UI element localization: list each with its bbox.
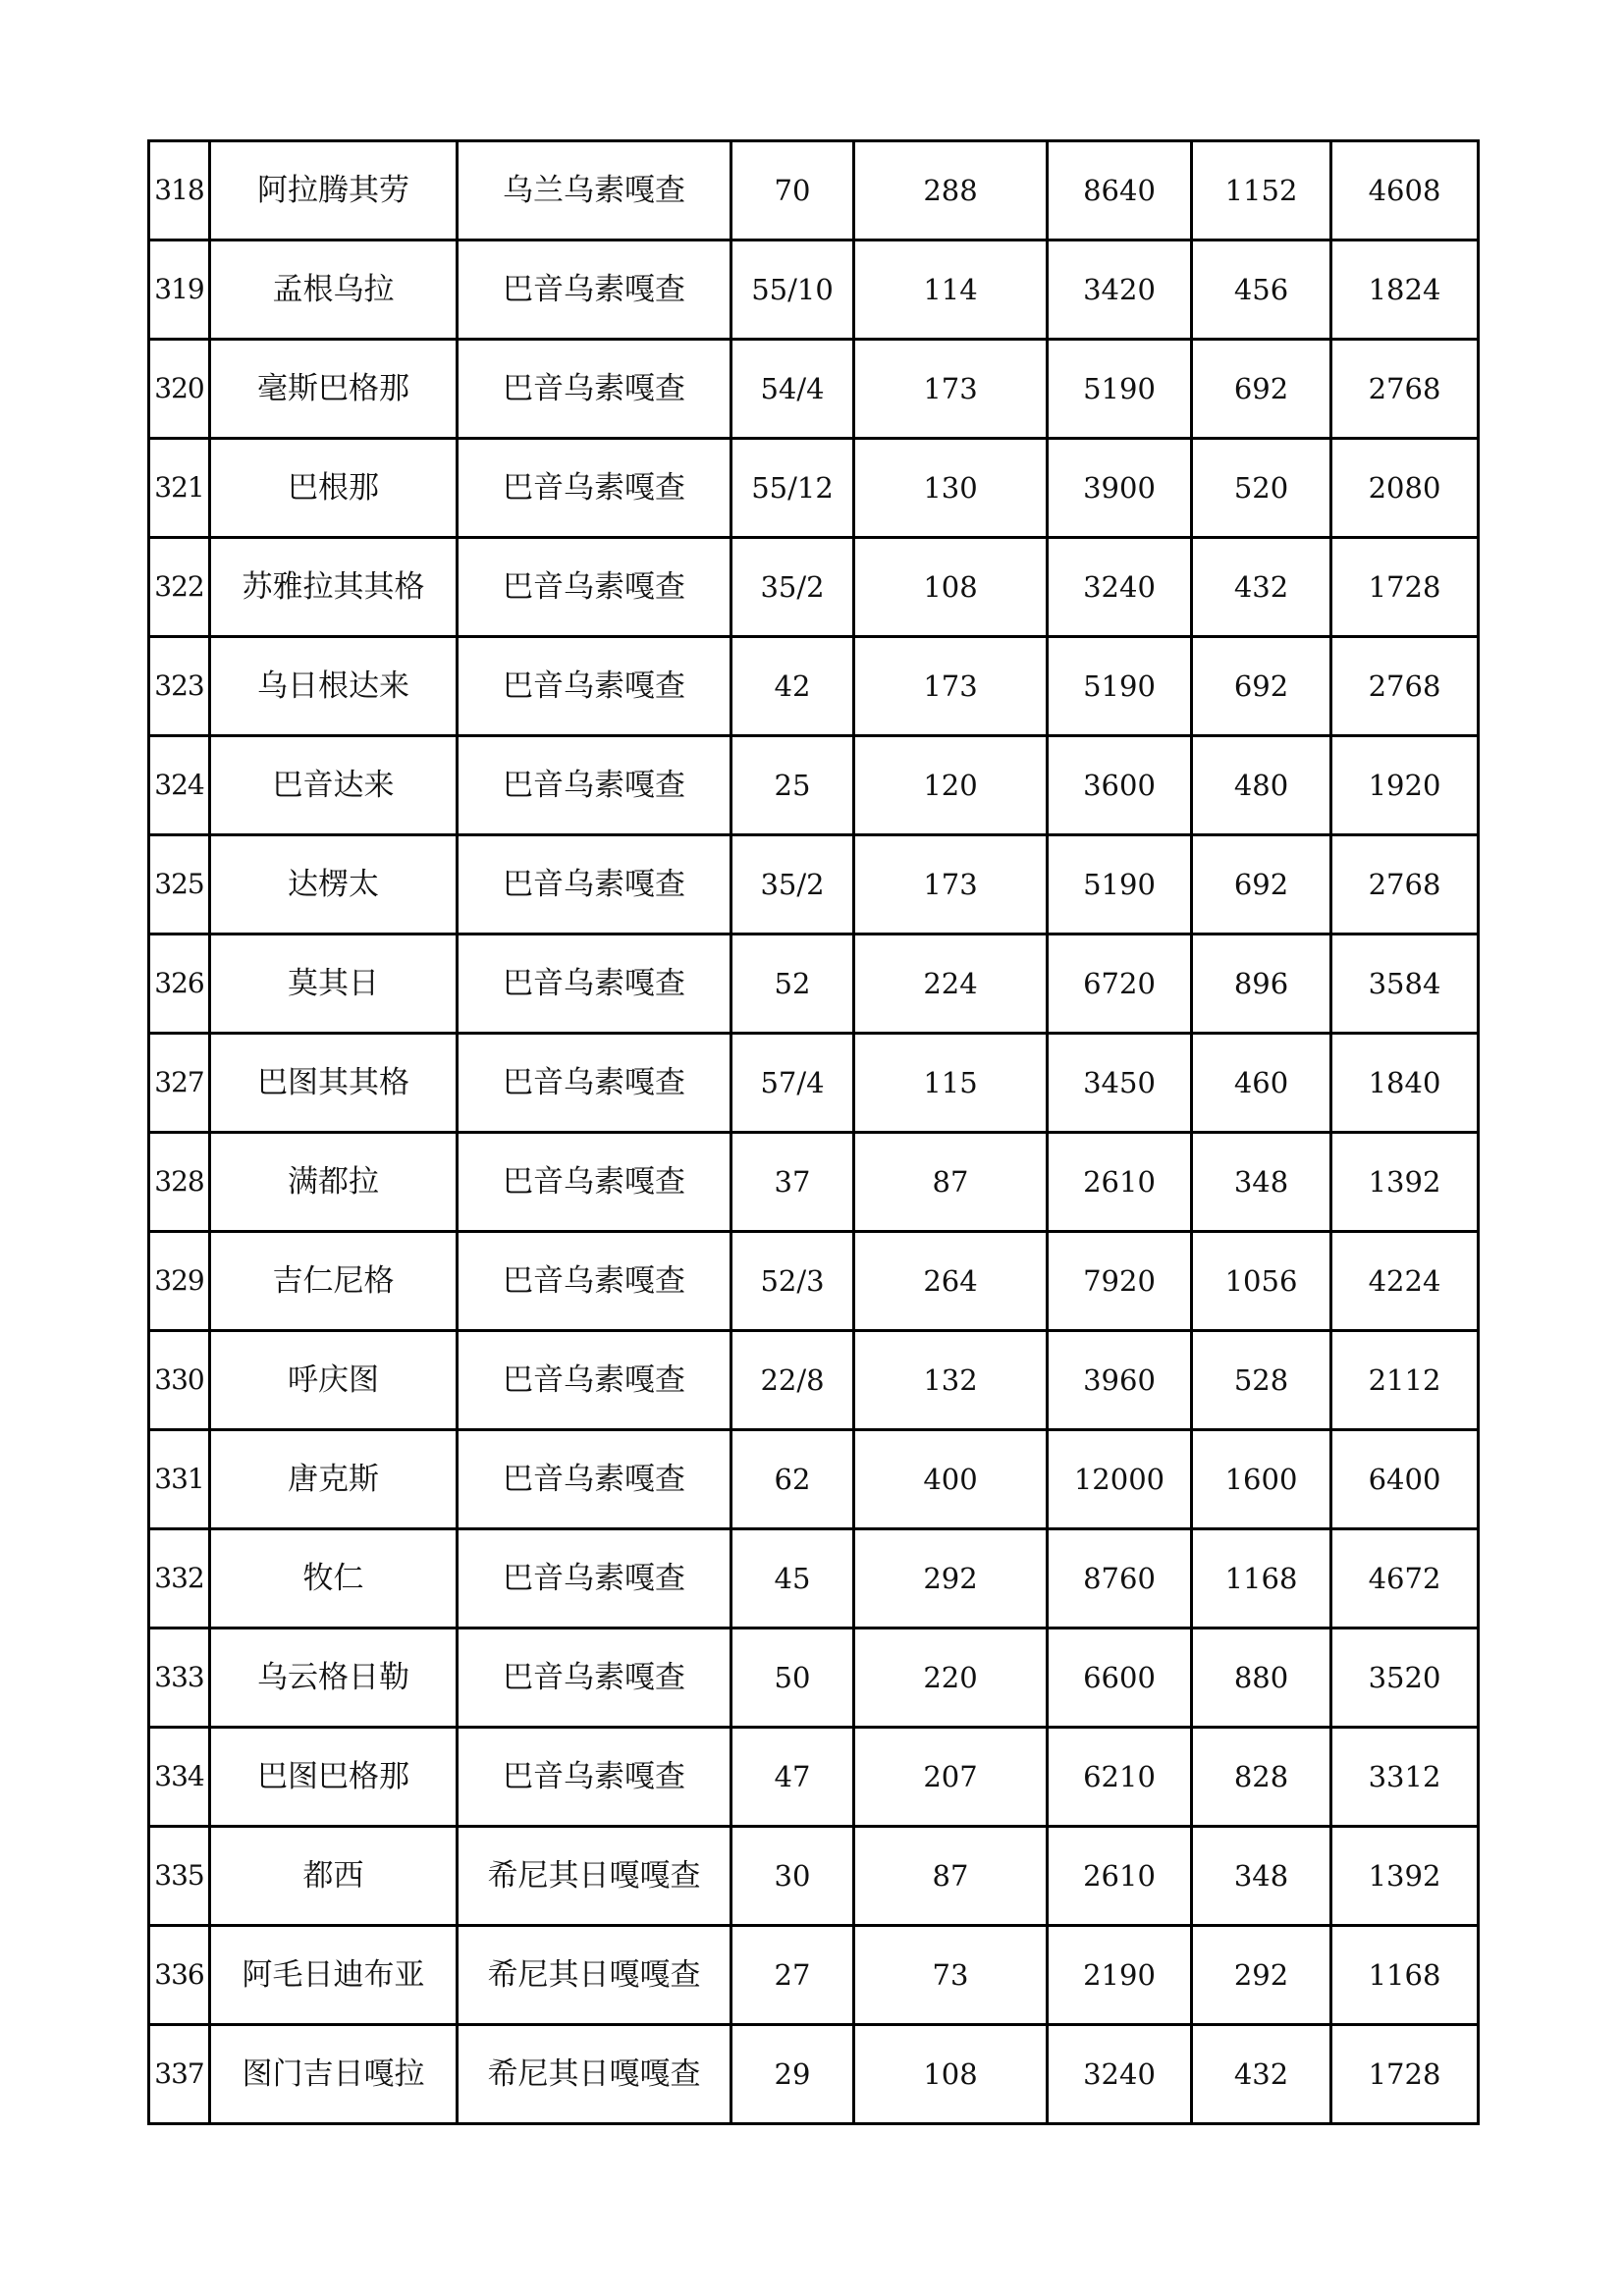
value-cell-5: 3584 — [1331, 934, 1479, 1034]
value-cell-2: 173 — [854, 340, 1048, 439]
value-cell-1: 37 — [731, 1133, 854, 1232]
value-cell-1: 22/8 — [731, 1331, 854, 1430]
row-number-cell: 323 — [149, 637, 210, 736]
value-cell-5: 1728 — [1331, 538, 1479, 637]
person-name-cell: 达楞太 — [210, 835, 458, 934]
value-cell-3: 5190 — [1048, 340, 1192, 439]
value-cell-4: 456 — [1192, 240, 1331, 340]
table-row — [149, 934, 1479, 1034]
village-cell: 巴音乌素嘎查 — [458, 1629, 731, 1728]
person-name-cell: 巴音达来 — [210, 736, 458, 835]
row-number-cell: 337 — [149, 2025, 210, 2124]
value-cell-3: 5190 — [1048, 637, 1192, 736]
value-cell-4: 480 — [1192, 736, 1331, 835]
value-cell-2: 132 — [854, 1331, 1048, 1430]
village-cell: 乌兰乌素嘎查 — [458, 141, 731, 240]
value-cell-1: 70 — [731, 141, 854, 240]
row-number-cell: 320 — [149, 340, 210, 439]
table-row — [149, 1728, 1479, 1827]
table-row — [149, 1629, 1479, 1728]
person-name-cell: 乌日根达来 — [210, 637, 458, 736]
value-cell-2: 173 — [854, 835, 1048, 934]
value-cell-3: 3240 — [1048, 538, 1192, 637]
row-number-cell: 324 — [149, 736, 210, 835]
row-number-cell: 336 — [149, 1926, 210, 2025]
row-number-cell: 328 — [149, 1133, 210, 1232]
value-cell-2: 173 — [854, 637, 1048, 736]
value-cell-3: 8760 — [1048, 1529, 1192, 1629]
value-cell-1: 52 — [731, 934, 854, 1034]
value-cell-1: 55/10 — [731, 240, 854, 340]
value-cell-2: 120 — [854, 736, 1048, 835]
value-cell-5: 1824 — [1331, 240, 1479, 340]
value-cell-4: 692 — [1192, 637, 1331, 736]
person-name-cell: 阿拉腾其劳 — [210, 141, 458, 240]
person-name-cell: 唐克斯 — [210, 1430, 458, 1529]
value-cell-5: 2768 — [1331, 340, 1479, 439]
village-cell: 巴音乌素嘎查 — [458, 1331, 731, 1430]
person-name-cell: 巴图巴格那 — [210, 1728, 458, 1827]
value-cell-4: 896 — [1192, 934, 1331, 1034]
row-number-cell: 332 — [149, 1529, 210, 1629]
value-cell-2: 220 — [854, 1629, 1048, 1728]
person-name-cell: 图门吉日嘎拉 — [210, 2025, 458, 2124]
value-cell-1: 45 — [731, 1529, 854, 1629]
value-cell-4: 348 — [1192, 1133, 1331, 1232]
value-cell-5: 1728 — [1331, 2025, 1479, 2124]
person-name-cell: 满都拉 — [210, 1133, 458, 1232]
row-number-cell: 318 — [149, 141, 210, 240]
person-name-cell: 乌云格日勒 — [210, 1629, 458, 1728]
value-cell-2: 292 — [854, 1529, 1048, 1629]
village-cell: 希尼其日嘎嘎查 — [458, 1926, 731, 2025]
village-cell: 巴音乌素嘎查 — [458, 240, 731, 340]
row-number-cell: 330 — [149, 1331, 210, 1430]
value-cell-4: 880 — [1192, 1629, 1331, 1728]
value-cell-2: 400 — [854, 1430, 1048, 1529]
table-row — [149, 1430, 1479, 1529]
value-cell-3: 3450 — [1048, 1034, 1192, 1133]
value-cell-2: 264 — [854, 1232, 1048, 1331]
value-cell-1: 30 — [731, 1827, 854, 1926]
value-cell-2: 87 — [854, 1133, 1048, 1232]
row-number-cell: 333 — [149, 1629, 210, 1728]
value-cell-1: 52/3 — [731, 1232, 854, 1331]
value-cell-2: 288 — [854, 141, 1048, 240]
value-cell-3: 6600 — [1048, 1629, 1192, 1728]
value-cell-1: 27 — [731, 1926, 854, 2025]
value-cell-1: 55/12 — [731, 439, 854, 538]
value-cell-2: 108 — [854, 2025, 1048, 2124]
data-table — [147, 139, 1480, 2125]
table-row — [149, 1529, 1479, 1629]
value-cell-1: 35/2 — [731, 835, 854, 934]
value-cell-5: 3312 — [1331, 1728, 1479, 1827]
person-name-cell: 孟根乌拉 — [210, 240, 458, 340]
value-cell-2: 130 — [854, 439, 1048, 538]
value-cell-3: 5190 — [1048, 835, 1192, 934]
value-cell-1: 54/4 — [731, 340, 854, 439]
village-cell: 巴音乌素嘎查 — [458, 1430, 731, 1529]
value-cell-3: 2610 — [1048, 1827, 1192, 1926]
value-cell-3: 3240 — [1048, 2025, 1192, 2124]
table-row — [149, 1034, 1479, 1133]
table-row — [149, 2025, 1479, 2124]
value-cell-4: 348 — [1192, 1827, 1331, 1926]
row-number-cell: 322 — [149, 538, 210, 637]
table-body — [149, 141, 1479, 2124]
village-cell: 巴音乌素嘎查 — [458, 1133, 731, 1232]
value-cell-3: 3960 — [1048, 1331, 1192, 1430]
table-row — [149, 538, 1479, 637]
row-number-cell: 334 — [149, 1728, 210, 1827]
value-cell-5: 1168 — [1331, 1926, 1479, 2025]
person-name-cell: 吉仁尼格 — [210, 1232, 458, 1331]
value-cell-5: 1920 — [1331, 736, 1479, 835]
table-row — [149, 637, 1479, 736]
row-number-cell: 331 — [149, 1430, 210, 1529]
village-cell: 巴音乌素嘎查 — [458, 1232, 731, 1331]
value-cell-5: 3520 — [1331, 1629, 1479, 1728]
person-name-cell: 牧仁 — [210, 1529, 458, 1629]
value-cell-1: 47 — [731, 1728, 854, 1827]
value-cell-2: 207 — [854, 1728, 1048, 1827]
row-number-cell: 319 — [149, 240, 210, 340]
row-number-cell: 326 — [149, 934, 210, 1034]
person-name-cell: 莫其日 — [210, 934, 458, 1034]
row-number-cell: 327 — [149, 1034, 210, 1133]
table-row — [149, 141, 1479, 240]
village-cell: 巴音乌素嘎查 — [458, 439, 731, 538]
table-row — [149, 1827, 1479, 1926]
village-cell: 希尼其日嘎嘎查 — [458, 2025, 731, 2124]
table-row — [149, 1926, 1479, 2025]
value-cell-2: 115 — [854, 1034, 1048, 1133]
value-cell-4: 432 — [1192, 538, 1331, 637]
value-cell-1: 25 — [731, 736, 854, 835]
table-row — [149, 1331, 1479, 1430]
person-name-cell: 呼庆图 — [210, 1331, 458, 1430]
value-cell-2: 224 — [854, 934, 1048, 1034]
value-cell-2: 114 — [854, 240, 1048, 340]
village-cell: 巴音乌素嘎查 — [458, 736, 731, 835]
table-row — [149, 835, 1479, 934]
row-number-cell: 325 — [149, 835, 210, 934]
person-name-cell: 都西 — [210, 1827, 458, 1926]
value-cell-3: 2190 — [1048, 1926, 1192, 2025]
value-cell-4: 292 — [1192, 1926, 1331, 2025]
village-cell: 巴音乌素嘎查 — [458, 637, 731, 736]
value-cell-2: 73 — [854, 1926, 1048, 2025]
person-name-cell: 毫斯巴格那 — [210, 340, 458, 439]
value-cell-5: 1392 — [1331, 1133, 1479, 1232]
value-cell-1: 35/2 — [731, 538, 854, 637]
value-cell-4: 432 — [1192, 2025, 1331, 2124]
value-cell-1: 42 — [731, 637, 854, 736]
value-cell-1: 62 — [731, 1430, 854, 1529]
value-cell-3: 6720 — [1048, 934, 1192, 1034]
value-cell-5: 2112 — [1331, 1331, 1479, 1430]
row-number-cell: 321 — [149, 439, 210, 538]
table-row — [149, 240, 1479, 340]
value-cell-5: 6400 — [1331, 1430, 1479, 1529]
village-cell: 巴音乌素嘎查 — [458, 934, 731, 1034]
value-cell-4: 828 — [1192, 1728, 1331, 1827]
person-name-cell: 阿毛日迪布亚 — [210, 1926, 458, 2025]
value-cell-3: 3900 — [1048, 439, 1192, 538]
value-cell-1: 29 — [731, 2025, 854, 2124]
value-cell-4: 528 — [1192, 1331, 1331, 1430]
value-cell-3: 8640 — [1048, 141, 1192, 240]
value-cell-4: 692 — [1192, 835, 1331, 934]
value-cell-3: 7920 — [1048, 1232, 1192, 1331]
value-cell-5: 4224 — [1331, 1232, 1479, 1331]
value-cell-4: 1056 — [1192, 1232, 1331, 1331]
village-cell: 巴音乌素嘎查 — [458, 835, 731, 934]
value-cell-5: 1392 — [1331, 1827, 1479, 1926]
village-cell: 巴音乌素嘎查 — [458, 1034, 731, 1133]
value-cell-4: 692 — [1192, 340, 1331, 439]
value-cell-5: 4608 — [1331, 141, 1479, 240]
village-cell: 巴音乌素嘎查 — [458, 1728, 731, 1827]
row-number-cell: 329 — [149, 1232, 210, 1331]
value-cell-1: 57/4 — [731, 1034, 854, 1133]
value-cell-4: 460 — [1192, 1034, 1331, 1133]
value-cell-5: 4672 — [1331, 1529, 1479, 1629]
village-cell: 希尼其日嘎嘎查 — [458, 1827, 731, 1926]
table-row — [149, 1232, 1479, 1331]
value-cell-3: 3420 — [1048, 240, 1192, 340]
value-cell-2: 108 — [854, 538, 1048, 637]
value-cell-4: 1600 — [1192, 1430, 1331, 1529]
value-cell-4: 1152 — [1192, 141, 1331, 240]
value-cell-3: 3600 — [1048, 736, 1192, 835]
row-number-cell: 335 — [149, 1827, 210, 1926]
person-name-cell: 巴图其其格 — [210, 1034, 458, 1133]
value-cell-3: 12000 — [1048, 1430, 1192, 1529]
table-row — [149, 439, 1479, 538]
value-cell-5: 2768 — [1331, 637, 1479, 736]
value-cell-2: 87 — [854, 1827, 1048, 1926]
value-cell-3: 2610 — [1048, 1133, 1192, 1232]
value-cell-5: 2080 — [1331, 439, 1479, 538]
person-name-cell: 苏雅拉其其格 — [210, 538, 458, 637]
person-name-cell: 巴根那 — [210, 439, 458, 538]
value-cell-3: 6210 — [1048, 1728, 1192, 1827]
table-row — [149, 1133, 1479, 1232]
village-cell: 巴音乌素嘎查 — [458, 1529, 731, 1629]
village-cell: 巴音乌素嘎查 — [458, 340, 731, 439]
value-cell-5: 2768 — [1331, 835, 1479, 934]
value-cell-5: 1840 — [1331, 1034, 1479, 1133]
value-cell-4: 520 — [1192, 439, 1331, 538]
village-cell: 巴音乌素嘎查 — [458, 538, 731, 637]
table-row — [149, 736, 1479, 835]
table-row — [149, 340, 1479, 439]
value-cell-4: 1168 — [1192, 1529, 1331, 1629]
value-cell-1: 50 — [731, 1629, 854, 1728]
